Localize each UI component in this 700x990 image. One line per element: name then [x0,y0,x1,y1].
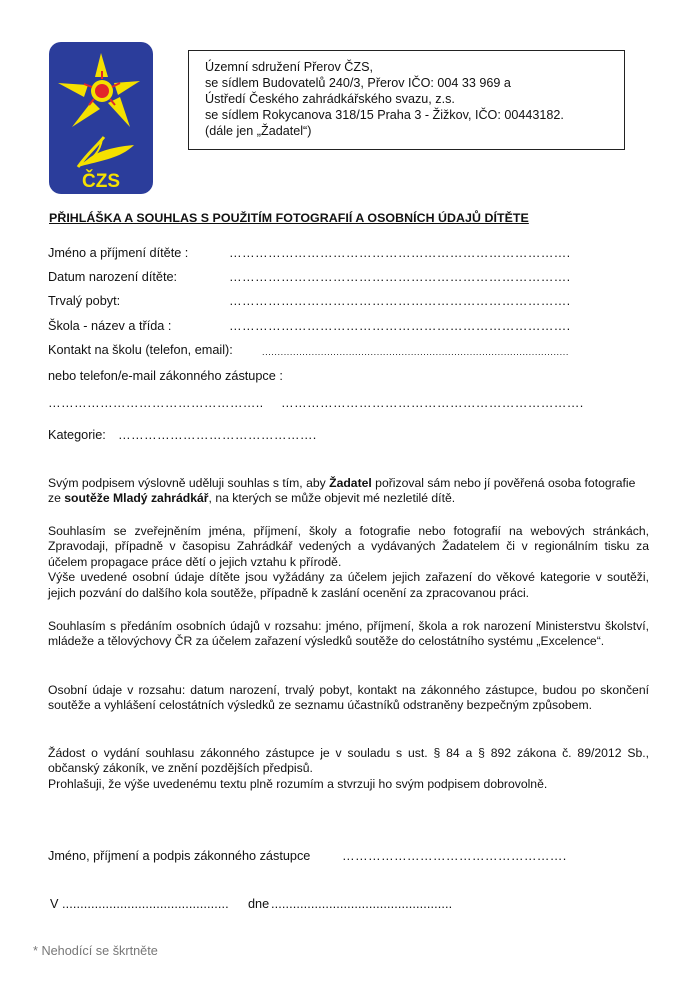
guardian-contact-field-2[interactable]: ……………………………………………………………. [281,396,584,410]
logo-text: ČZS [82,171,120,192]
place-label: V [50,897,59,911]
consent-paragraph-ministry [48,619,649,650]
text: Svým podpisem výslovně uděluji souhlas s tím, aby [48,476,330,490]
form-title: PŘIHLÁŠKA A SOUHLAS S POUŽITÍM FOTOGRAFIÍ A OSOBNÍCH ÚDAJŮ DÍTĚTE [49,211,529,225]
czs-logo [48,41,154,195]
guardian-contact-label: nebo telefon/e-mail zákonného zástupce : [48,369,283,383]
address-line: se sídlem Budovatelů 240/3, Přerov IČO: 004 33 969 a [205,76,511,90]
data-retention-paragraph [48,683,649,714]
school-label: Škola - název a třída : [48,319,172,333]
guardian-contact-field[interactable]: ………………………………………….. [48,396,264,410]
permanent-address-label: Trvalý pobyt: [48,294,121,308]
place-field[interactable]: .............................................. [62,897,229,911]
permanent-address-field[interactable]: ……………………………………………………………………. [229,294,571,308]
consent-paragraph-photos [48,476,649,507]
category-label: Kategorie: [48,428,106,442]
applicant-emphasis: Žadatel [329,476,372,490]
text: pořizoval sám nebo jí pověřená osoba fotografie ze [48,476,636,506]
guardian-signature-label: Jméno, příjmení a podpis zákonného zástupce [48,849,311,863]
paragraph-text: Souhlasím s předáním osobních údajů v rozsahu: jméno, příjmení, škola a rok narození Ministerstvu školství, mládeže a tělovýchovy ČR za účelem zařazení výsledků soutěže do celostátního systému „Excelence“. [48,619,649,649]
address-line: Územní sdružení Přerov ČZS, [205,60,373,74]
address-line: (dále jen „Žadatel“) [205,124,312,138]
school-contact-field[interactable]: ................................................................................................... [262,347,569,357]
footnote: * Nehodící se škrtněte [33,944,158,958]
birth-date-field[interactable]: ……………………………………………………………………. [229,270,571,284]
school-field[interactable]: ……………………………………………………………………. [229,319,571,333]
text: , na kterých se může objevit mé nezletilé dítě. [208,491,456,506]
legal-basis-paragraph [48,746,649,792]
applicant-address-box [188,50,625,150]
competition-emphasis: soutěže Mladý zahrádkář [64,491,209,506]
paragraph-text: Prohlašuji, že výše uvedenému textu plně rozumím a stvrzuji ho svým podpisem dobrovolně. [48,776,548,791]
school-contact-label: Kontakt na školu (telefon, email): [48,343,233,357]
paragraph-text: Výše uvedené osobní údaje dítěte jsou vyžádány za účelem jejich zařazení do věkové kategorie v soutěži, jejich pozvání do dalšího kola soutěže, případně k zaslání ocenění za zpracovanou práci. [48,570,649,600]
child-name-field[interactable]: ……………………………………………………………………. [229,246,571,260]
paragraph-text: Souhlasím se zveřejněním jména, příjmení, školy a fotografie nebo fotografií na webových stránkách, Zpravodaji, případně v časopisu Zahrádkář vedených a vydávaných Žadatelem či v regionálním tisku za účelem propagace práce dětí o jejich vztahu k přírodě. [48,524,649,569]
date-field[interactable]: .................................................. [271,897,453,911]
address-line: se sídlem Rokycanova 318/15 Praha 3 - Žižkov, IČO: 00443182. [205,108,564,122]
paragraph-text: Žádost o vydání souhlasu zákonného zástupce je v souladu s ust. § 84 a § 892 zákona č. 89/2012 Sb., občanský zákoník, ve znění pozdějších předpisů. [48,746,649,776]
paragraph-text: Osobní údaje v rozsahu: datum narození, trvalý pobyt, kontakt na zákonného zástupce, budou po skončení soutěže a vyhlášení celostátních výsledků ze seznamu účastníků odstraněny bezpečným způsobem. [48,683,649,713]
child-name-label: Jméno a příjmení dítěte : [48,246,189,260]
address-line: Ústředí Českého zahrádkářského svazu, z.s. [205,92,455,106]
category-field[interactable]: ………………………………………. [118,428,317,442]
guardian-signature-field[interactable]: ……………………………………………. [342,849,567,863]
consent-paragraph-publication [48,524,649,601]
date-label: dne [248,897,270,911]
birth-date-label: Datum narození dítěte: [48,270,178,284]
